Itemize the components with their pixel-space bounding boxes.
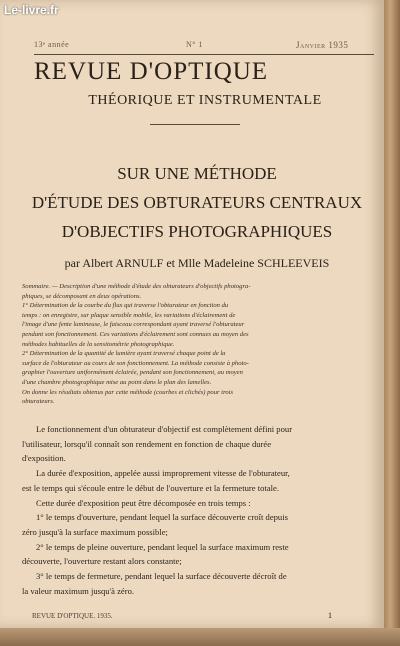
body-line: 2° le temps de pleine ouverture, pendant lequel la surface maximum reste — [36, 541, 289, 552]
summary-line: phiques, se décomposant en deux opérations. — [22, 292, 142, 300]
journal-subtitle: THÉORIQUE ET INSTRUMENTALE — [88, 93, 322, 108]
header-date: Janvier 1935 — [296, 40, 349, 50]
summary-line: Sommaire. — Description d'une méthode d'étude des obturateurs d'objectifs photogra- — [22, 283, 251, 290]
header-rule — [34, 54, 374, 55]
article-summary — [22, 282, 378, 407]
book-bottom-edge — [0, 628, 400, 646]
body-line: 1° le temps d'ouverture, pendant lequel la surface découverte croît depuis — [36, 512, 288, 523]
summary-line: pendant son fonctionnement. Ces variations d'éclairement sont connues au moyen des — [22, 330, 249, 338]
article-title-line-1: SUR UNE MÉTHODE — [117, 164, 277, 183]
body-line: zéro jusqu'à la surface maximum possible; — [22, 526, 168, 537]
title-divider — [150, 124, 240, 125]
body-line: Le fonctionnement d'un obturateur d'objectif est complètement défini pour — [36, 424, 293, 434]
summary-line: méthodes habituelles de la sensitométrie photographique. — [22, 340, 175, 348]
article-title-line-2: D'ÉTUDE DES OBTURATEURS CENTRAUX — [31, 193, 363, 212]
summary-line: temps : on enregistre, sur plaque sensible mobile, les variations d'éclairement de — [22, 311, 236, 319]
body-line: l'utilisateur, lorsqu'il connaît son rendement en fonction de chaque durée — [22, 438, 272, 449]
footer-page-number: 1 — [328, 611, 332, 620]
summary-line: 2° Détermination de la quantité de lumière ayant traversé chaque point de la — [22, 350, 226, 358]
body-line: La durée d'exposition, appelée aussi improprement vitesse de l'obturateur, — [36, 468, 290, 479]
body-line: la valeur maximum jusqu'à zéro. — [22, 585, 135, 596]
header-volume: 13ᵉ année — [34, 40, 70, 49]
summary-line: On donne les résultats obtenus par cette méthode (courbes et clichés) pour trois — [22, 388, 234, 396]
journal-title: REVUE D'OPTIQUE — [34, 58, 269, 85]
body-line: est le temps qui s'écoule entre le début de l'ouverture et la fermeture totale. — [22, 482, 279, 493]
summary-line: l'image d'une fente lumineuse, le faisceau correspondant ayant traversé l'obturateur — [22, 321, 245, 329]
article-body — [22, 422, 378, 598]
book-spine — [384, 0, 400, 646]
header-issue-number: N° 1 — [186, 40, 203, 49]
body-line: d'exposition. — [22, 453, 66, 464]
summary-line: 1° Détermination de la courbe du flux qui traverse l'obturateur en fonction du — [22, 302, 229, 310]
summary-line: graphier l'ouverture uniformément éclairée, pendant son fonctionnement, au moyen — [22, 369, 243, 377]
article-title-line-3: D'OBJECTIFS PHOTOGRAPHIQUES — [61, 222, 333, 241]
body-line: 3° le temps de fermeture, pendant lequel la surface découverte décroît de — [36, 571, 287, 582]
body-line: découverte, l'ouverture restant alors constante; — [22, 556, 182, 567]
article-authors: par Albert ARNULF et Mlle Madeleine SCHLEEVEIS — [64, 256, 330, 270]
summary-line: obturateurs. — [22, 398, 55, 406]
footer-journal-reference: REVUE D'OPTIQUE. 1935. — [32, 612, 113, 620]
watermark-text: Le-livre.fr — [4, 3, 59, 17]
summary-line: surface de l'obturateur au cours de son fonctionnement. La méthode consiste à photo- — [22, 359, 249, 367]
body-line: Cette durée d'exposition peut être décomposée en trois temps : — [36, 497, 251, 508]
summary-line: d'une chambre photographique mise au point dans le plan des lamelles. — [22, 378, 212, 386]
